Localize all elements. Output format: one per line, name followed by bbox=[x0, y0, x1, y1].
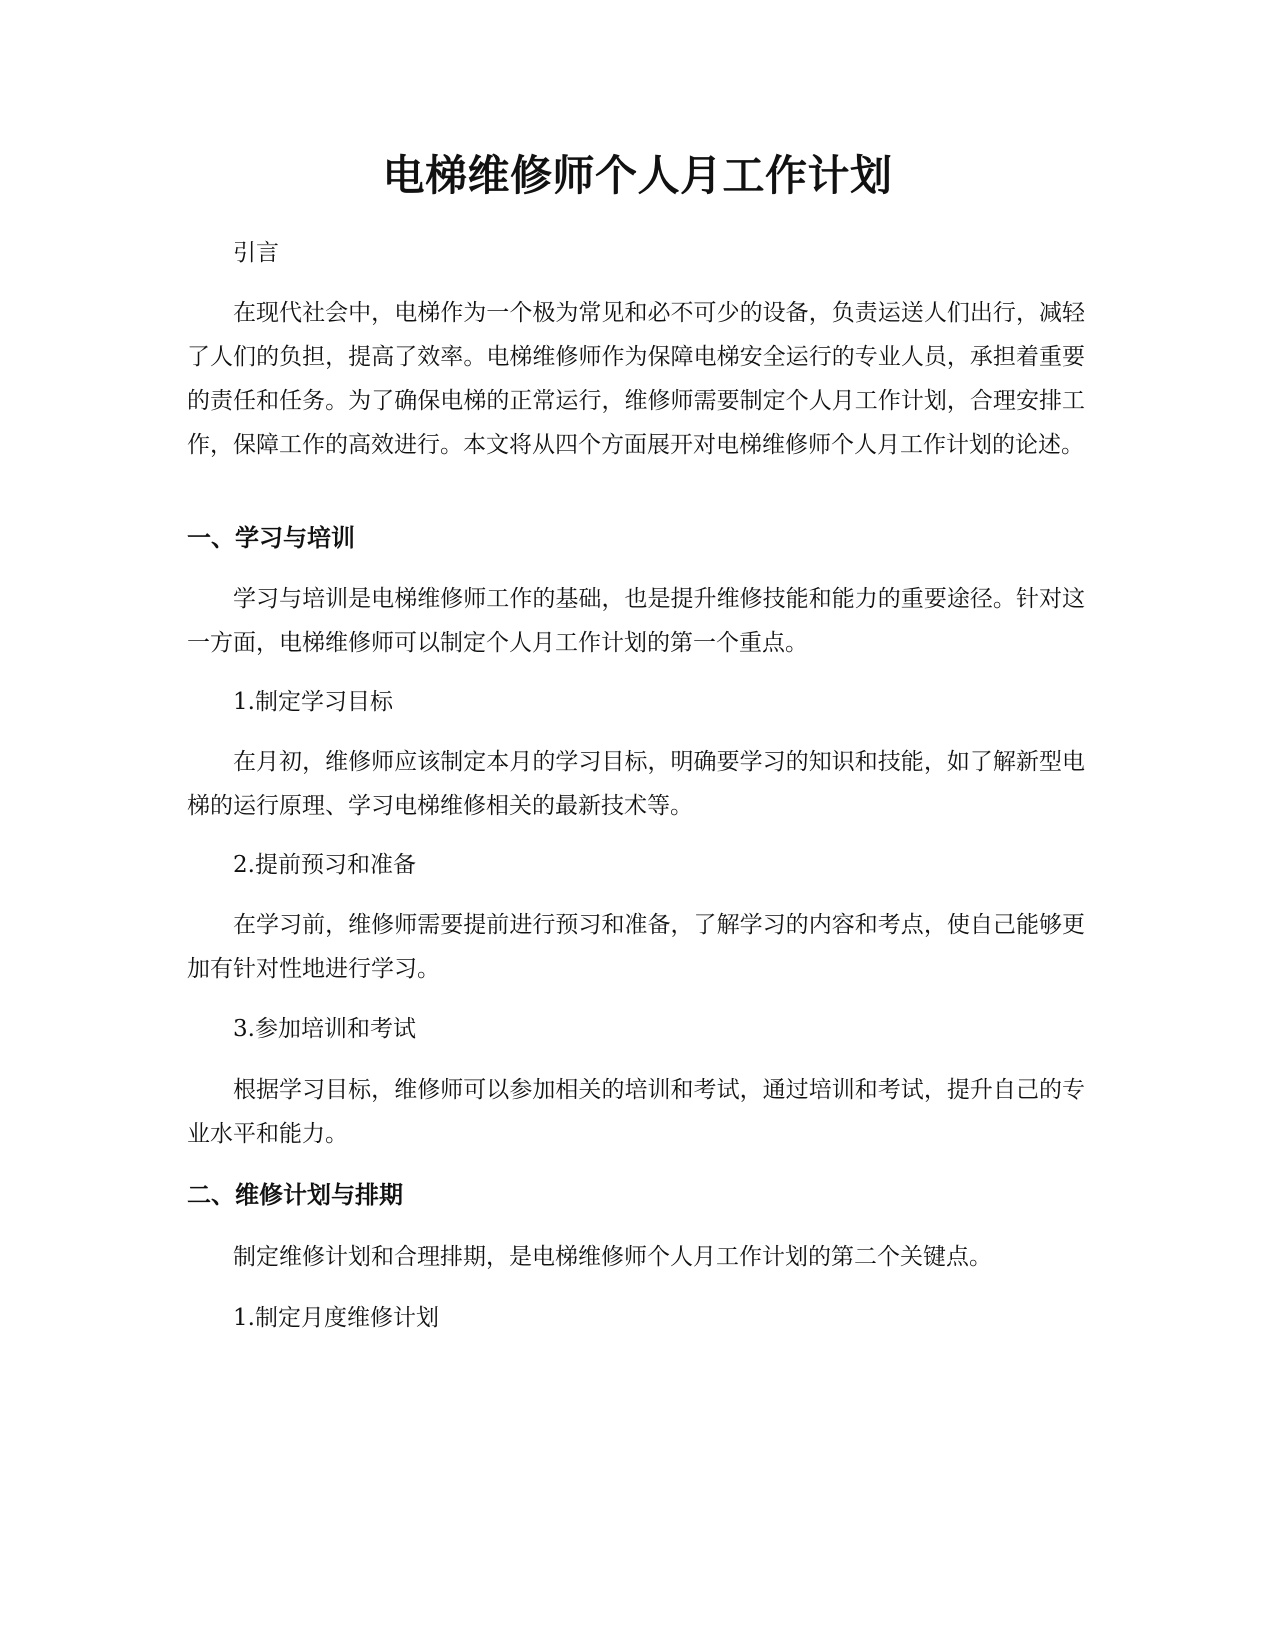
section-1-item-1-body: 在月初，维修师应该制定本月的学习目标，明确要学习的知识和技能，如了解新型电梯的运行原理、学习电梯维修相关的最新技术等。 bbox=[187, 749, 1085, 819]
section-1-item-3-title: 3.参加培训和考试 bbox=[233, 1016, 416, 1042]
section-1-item-1-title: 1.制定学习目标 bbox=[233, 689, 393, 715]
section-1-item-3-body: 根据学习目标，维修师可以参加相关的培训和考试，通过培训和考试，提升自己的专业水平和能力。 bbox=[187, 1077, 1085, 1147]
intro-paragraph: 在现代社会中，电梯作为一个极为常见和必不可少的设备，负责运送人们出行，减轻了人们的负担，提高了效率。电梯维修师作为保障电梯安全运行的专业人员，承担着重要的责任和任务。为了确保电梯的正常运行，维修师需要制定个人月工作计划，合理安排工作，保障工作的高效进行。本文将从四个方面展开对电梯维修师个人月工作计划的论述。 bbox=[187, 300, 1085, 458]
document-title: 电梯维修师个人月工作计划 bbox=[382, 151, 893, 200]
intro-label: 引言 bbox=[233, 240, 279, 266]
section-2-lead: 制定维修计划和合理排期，是电梯维修师个人月工作计划的第二个关键点。 bbox=[233, 1244, 992, 1270]
section-2-heading: 二、维修计划与排期 bbox=[187, 1181, 403, 1209]
section-1-item-2-body: 在学习前，维修师需要提前进行预习和准备，了解学习的内容和考点，使自己能够更加有针对性地进行学习。 bbox=[187, 912, 1085, 982]
section-2-item-1-title: 1.制定月度维修计划 bbox=[233, 1305, 439, 1331]
section-1-lead: 学习与培训是电梯维修师工作的基础，也是提升维修技能和能力的重要途径。针对这一方面，电梯维修师可以制定个人月工作计划的第一个重点。 bbox=[187, 586, 1085, 656]
section-1-item-2-title: 2.提前预习和准备 bbox=[233, 852, 416, 878]
section-1-heading: 一、学习与培训 bbox=[187, 524, 355, 552]
